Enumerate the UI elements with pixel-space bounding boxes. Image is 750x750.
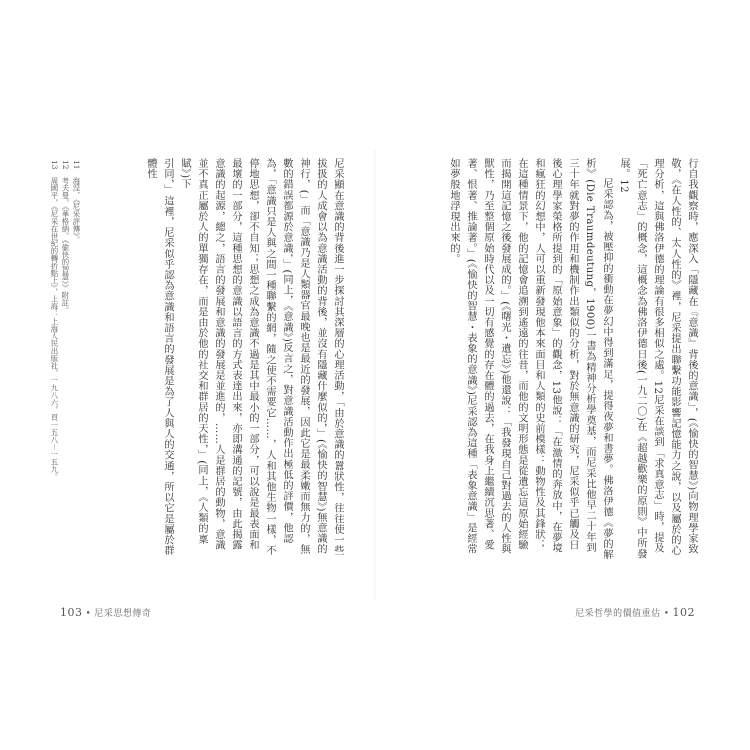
right-page-body bbox=[445, 158, 700, 560]
running-head: 尼采思想傳奇 bbox=[94, 609, 152, 619]
right-page bbox=[375, 0, 750, 750]
footnotes bbox=[40, 160, 82, 490]
footnote: 13 周國平，《尼采在世紀的轉折點上》，上海：上海人民出版社，一九八六，頁一五八－一五九。 bbox=[50, 160, 59, 481]
body-paragraph: 尼采認為，被壓抑的衝動在夢幻中得到滿足，提得夜夢和書夢。佛洛伊德《夢的解析》(Die Traumdeutung，1900)一書為精神分析學奠基，而尼采比他早二十年到三十年就對夢的作用和機制作出類似的分析，對於無意識的研究，尼采似乎已觸及日後心理學家榮格所提到的「原始意象」的觀念，13他說：「在激情的奔放中，在夢境和瘋狂的幻想中，人可以重新發現他本來面目和人類的史前模樣：動物性及其鋒狀；在這種情景下，他的記憶會追溯到遙遠的往昔，而他的文明形態是從遺忘這原始經驗而揭開這記憶之後發展成的。」(《曙光・遺忘》)他還說：「我發現自己對過去的人性與獸性，乃至整個原始時代以及一切有感覺的存在體的過去，在我身上繼續沉思著、愛著、恨著、推論著。」(《愉快的智慧・表象的意識》)尼采認為這種「表象意識」是經常如夢般地浮現出來的。 bbox=[448, 158, 612, 560]
body-paragraph: 行自我觀察時，應深入「隱藏在『意識』背後的意識」，(《愉快的智慧》)向物理學家致敬，《在人性的、太人性的》裡，尼采提出聯繫功能影響記憶能力之說，以及屬於的心理分析，這與佛洛伊德的理論有很多相似之處。12尼采在談到「求真意志」時，提及「死亡意志」的概念，這概念為佛洛伊德日後(一九二〇)在《超越歡樂的原則》中所發展。12 bbox=[618, 158, 697, 559]
body-paragraph: 尼采顯在意識的背後進一步探討其深層的心理活動，「由於意識的囂狀性，往往使一些拔扱的人成會以為意識活動的背後，並沒有隱藏什麼似的，」(《愉快的智慧》)無意識的神行，(」而「意識乃是人類器官最晚也是最近的發展，因此它是最柔嫩而無力的，無數的錯誤都源於意識，」(同上，《意識》)反言之，對意識活動作出極低的評價，他認為，「意識只是人與之間一種聯繫的網，隨之使不需要它……，人和其他生物一樣，不停地思想，卻不自知；思想之成為意識不過是其中最小的一部分，可以說是最表面和最壞的一部分，這種思想的意識以語言的方式表達出來，亦即溝通的記號，由此揭露意識的起源，總之，語言的發展和意識的發展是並進的，……人是群居的動物，意識並不真正屬於人的單獨存在，而是由於他的社交和群居的天性，」(同上，《人類的稟賦》)下 bbox=[179, 158, 343, 556]
body-paragraph: 引同，」這裡，尼采似乎認為意識和語言的發展是為了人與人的交通，所以它是屬於群體性 bbox=[145, 158, 173, 556]
footnote: 11 海涅，《尼采評傳》。 bbox=[72, 160, 81, 244]
running-head: 尼采哲學的價值重估 bbox=[575, 609, 661, 619]
right-page-footer: 尼采哲學的價值重估 • 102 bbox=[575, 606, 695, 619]
left-page-footer: 103 • 尼采思想傳奇 bbox=[60, 606, 152, 619]
left-page-body bbox=[118, 158, 346, 560]
footnote: 12 考夫曼，《華格納、《偷快的智慧》》附註。 bbox=[61, 160, 70, 314]
page-number: 102 bbox=[672, 606, 695, 619]
page-number: 103 bbox=[60, 606, 83, 619]
